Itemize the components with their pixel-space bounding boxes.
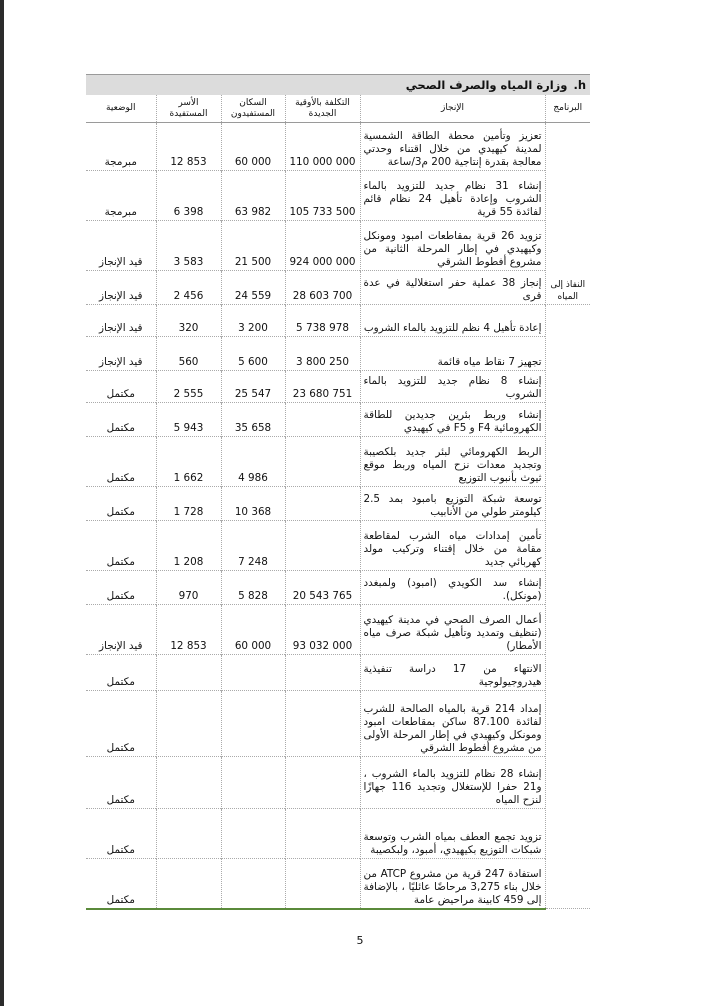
status-cell: مكتمل [86, 757, 156, 809]
cost-cell [285, 403, 360, 437]
header-achievement: الإنجاز [360, 95, 545, 123]
projects-table [86, 95, 590, 910]
achievement-cell: إنجاز 38 عملية حفر استغلالية في عدة قرى [360, 271, 545, 305]
cost-cell [285, 809, 360, 859]
table-row [86, 691, 590, 757]
status-cell: قيد الإنجاز [86, 337, 156, 371]
table-row [86, 859, 590, 909]
status-cell: قيد الإنجاز [86, 605, 156, 655]
cost-cell: 105 733 500 [285, 171, 360, 221]
table-row [86, 571, 590, 605]
cost-cell: 20 543 765 [285, 571, 360, 605]
population-cell: 24 559 [221, 271, 285, 305]
population-cell: 21 500 [221, 221, 285, 271]
families-cell: 970 [156, 571, 221, 605]
families-cell: 1 662 [156, 437, 221, 487]
status-cell: مكتمل [86, 691, 156, 757]
section-title: وزارة المياه والصرف الصحي [405, 78, 568, 92]
families-cell: 1 208 [156, 521, 221, 571]
page-number: 5 [356, 934, 364, 947]
achievement-cell: تعزيز وتأمين محطة الطاقة الشمسية لمدينة كيهيدي من خلال اقتناء وحدتي معالجة بقدرة إنتاجية 200 م3/ساعة [360, 123, 545, 171]
families-cell: 2 456 [156, 271, 221, 305]
section-letter: h. [573, 78, 586, 92]
achievement-cell: الانتهاء من 17 دراسة تنفيذية هيدروجيولوجية [360, 655, 545, 691]
families-cell: 12 853 [156, 123, 221, 171]
population-cell [221, 691, 285, 757]
cost-cell: 924 000 000 [285, 221, 360, 271]
header-status: الوضعية [86, 95, 156, 123]
families-cell: 3 583 [156, 221, 221, 271]
achievement-cell: توسعة شبكة التوزيع بامبود بمد 2.5 كيلومتر طولي من الأنابيب [360, 487, 545, 521]
status-cell: مكتمل [86, 487, 156, 521]
achievement-cell: إنشاء سد الكويدي (امبود) ولمبغدد (مونكل). [360, 571, 545, 605]
header-program: البرنامج [545, 95, 590, 123]
table-row [86, 337, 590, 371]
population-cell: 63 982 [221, 171, 285, 221]
header-cost: التكلفة بالأوقية الجديدة [285, 95, 360, 123]
table-row [86, 403, 590, 437]
achievement-cell: تزويد تجمع العطف بمياه الشرب وتوسعة شبكات التوزيع بكيهيدي، أمبود، ولبكصيبة [360, 809, 545, 859]
table-row [86, 371, 590, 403]
population-cell [221, 809, 285, 859]
population-cell [221, 757, 285, 809]
table-row [86, 271, 590, 305]
achievement-cell: إمداد 214 قرية بالمياه الصالحة للشرب لفائدة 87.100 ساكن بمقاطعات امبود ومونكل وكيهيدي في إطار المرحلة الأولى من مشروع أفطوط الشرقي [360, 691, 545, 757]
families-cell [156, 691, 221, 757]
table-row [86, 521, 590, 571]
table-row [86, 809, 590, 859]
table-row [86, 171, 590, 221]
population-cell: 25 547 [221, 371, 285, 403]
cost-cell [285, 757, 360, 809]
cost-cell [285, 691, 360, 757]
families-cell [156, 859, 221, 909]
achievement-cell: تجهيز 7 نقاط مياه قائمة [360, 337, 545, 371]
achievement-cell: إنشاء وربط بئرين جديدين للطاقة الكهرومائية F4 و F5 في كيهيدي [360, 403, 545, 437]
table-row [86, 123, 590, 171]
families-cell [156, 757, 221, 809]
header-families: الأسر المستفيدة [156, 95, 221, 123]
families-cell: 1 728 [156, 487, 221, 521]
achievement-cell: إنشاء 31 نظام جديد للتزويد بالماء الشروب وإعادة تأهيل 24 نظام قائم لفائدة 55 قرية [360, 171, 545, 221]
cost-cell [285, 487, 360, 521]
status-cell: مكتمل [86, 403, 156, 437]
status-cell: قيد الإنجاز [86, 305, 156, 337]
population-cell: 60 000 [221, 123, 285, 171]
header-population: السكان المستفيدون [221, 95, 285, 123]
cost-cell [285, 437, 360, 487]
status-cell: قيد الإنجاز [86, 271, 156, 305]
table-row [86, 305, 590, 337]
status-cell: مكتمل [86, 371, 156, 403]
status-cell: مكتمل [86, 437, 156, 487]
table-row [86, 757, 590, 809]
achievement-cell: الربط الكهرومائي لبئر جديد بلكصيبة وتجديد معدات نزح المياه وربط موقع ثيوث بأنبوب التوزيع [360, 437, 545, 487]
status-cell: مكتمل [86, 571, 156, 605]
table-row [86, 437, 590, 487]
left-edge-bar [0, 0, 4, 1006]
achievement-cell: استفادة 247 قرية من مشروع ATCP من خلال بناء 3,275 مرحاضًا عائليًا ، بالإضافة إلى 459 كابينة مراحيض عامة [360, 859, 545, 909]
achievement-cell: إنشاء 8 نظام جديد للتزويد بالماء الشروب [360, 371, 545, 403]
population-cell: 10 368 [221, 487, 285, 521]
status-cell: مكتمل [86, 859, 156, 909]
population-cell: 7 248 [221, 521, 285, 571]
cost-cell: 23 680 751 [285, 371, 360, 403]
achievement-cell: إنشاء 28 نظام للتزويد بالماء الشروب ، و21 حفرا للإستغلال وتجديد 116 جهازًا لنزح المياه [360, 757, 545, 809]
families-cell [156, 655, 221, 691]
status-cell: مكتمل [86, 521, 156, 571]
document-page [86, 74, 590, 910]
achievement-cell: أعمال الصرف الصحي في مدينة كيهيدي (تنظيف وتمديد وتأهيل شبكة صرف مياه الأمطار) [360, 605, 545, 655]
population-cell: 5 600 [221, 337, 285, 371]
table-header-row [86, 95, 590, 123]
population-cell: 4 986 [221, 437, 285, 487]
program-cell: النفاذ إلى المياه [545, 123, 590, 305]
status-cell: قيد الإنجاز [86, 221, 156, 271]
table-row [86, 221, 590, 271]
families-cell: 6 398 [156, 171, 221, 221]
cost-cell: 93 032 000 [285, 605, 360, 655]
achievement-cell: إعادة تأهيل 4 نظم للتزويد بالماء الشروب [360, 305, 545, 337]
families-cell: 5 943 [156, 403, 221, 437]
status-cell: مبرمجة [86, 123, 156, 171]
table-row [86, 487, 590, 521]
cost-cell: 28 603 700 [285, 271, 360, 305]
families-cell: 12 853 [156, 605, 221, 655]
cost-cell [285, 521, 360, 571]
population-cell: 60 000 [221, 605, 285, 655]
cost-cell: 3 800 250 [285, 337, 360, 371]
status-cell: مكتمل [86, 655, 156, 691]
cost-cell [285, 655, 360, 691]
achievement-cell: تأمين إمدادات مياه الشرب لمقاطعة مقامة من خلال إقتناء وتركيب مولد كهربائي جديد [360, 521, 545, 571]
families-cell [156, 809, 221, 859]
table-row [86, 655, 590, 691]
achievement-cell: تزويد 26 قرية بمقاطعات امبود ومونكل وكيهيدي في إطار المرحلة الثانية من مشروع أفطوط الشرقي [360, 221, 545, 271]
population-cell [221, 859, 285, 909]
population-cell: 5 828 [221, 571, 285, 605]
section-header [86, 74, 590, 95]
population-cell: 3 200 [221, 305, 285, 337]
status-cell: مبرمجة [86, 171, 156, 221]
families-cell: 560 [156, 337, 221, 371]
families-cell: 2 555 [156, 371, 221, 403]
cost-cell: 5 738 978 [285, 305, 360, 337]
cost-cell: 110 000 000 [285, 123, 360, 171]
cost-cell [285, 859, 360, 909]
status-cell: مكتمل [86, 809, 156, 859]
families-cell: 320 [156, 305, 221, 337]
table-row [86, 605, 590, 655]
population-cell [221, 655, 285, 691]
population-cell: 35 658 [221, 403, 285, 437]
program-cell-empty [545, 305, 590, 909]
